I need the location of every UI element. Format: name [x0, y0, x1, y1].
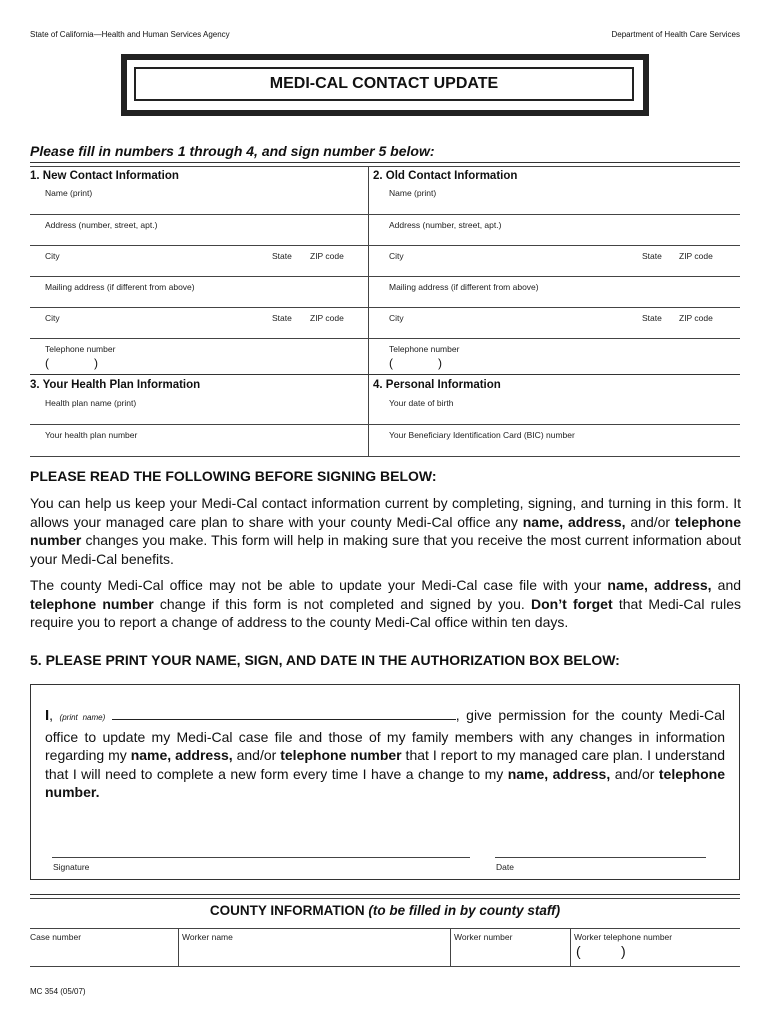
new-phone-paren-close: ) — [94, 356, 98, 370]
agency-name: State of California—Health and Human Services Agency — [30, 30, 230, 39]
old-city-field[interactable]: City — [389, 251, 404, 261]
worker-phone-paren-open: ( — [576, 943, 581, 959]
paragraph-1: You can help us keep your Medi-Cal contact information current by completing, signing, and turning in this form. It allows your managed care plan to share with your county Medi-Cal office any name, address, and/or telephone number changes you make. This form will help in making sure that you receive the most current information about your Medi-Cal benefits. — [30, 495, 742, 567]
paragraph-2: The county Medi-Cal office may not be able to update your Medi-Cal case file with your name, address, and telephone number change if this form is not completed and signed by you. Don’t forget that Medi-Cal rules require you to report a change of address to the county Medi-Cal office within ten days. — [30, 577, 742, 630]
new-zip-field[interactable]: ZIP code — [310, 251, 344, 261]
new-state-field[interactable]: State — [272, 251, 292, 261]
instruction-text: Please fill in numbers 1 through 4, and sign number 5 below: — [30, 143, 435, 159]
signature-line[interactable] — [52, 857, 470, 858]
section2-heading: 2. Old Contact Information — [373, 170, 518, 182]
old-phone-paren-open: ( — [389, 356, 393, 370]
old-mailing-field[interactable]: Mailing address (if different from above) — [389, 282, 539, 292]
department-name: Department of Health Care Services — [611, 30, 740, 39]
old-phone-field[interactable]: Telephone number — [389, 344, 460, 354]
worker-name-field[interactable]: Worker name — [182, 932, 233, 942]
new-zip2-field[interactable]: ZIP code — [310, 313, 344, 323]
read-heading: PLEASE READ THE FOLLOWING BEFORE SIGNING BELOW: — [30, 468, 437, 484]
date-label: Date — [496, 862, 514, 872]
case-number-field[interactable]: Case number — [30, 932, 82, 942]
print-name-input[interactable] — [112, 706, 456, 720]
new-phone-field[interactable]: Telephone number — [45, 344, 116, 354]
worker-phone-paren-close: ) — [621, 943, 626, 959]
old-zip-field[interactable]: ZIP code — [679, 251, 713, 261]
health-plan-number-field[interactable]: Your health plan number — [45, 430, 138, 440]
print-name-label: (print name) — [59, 713, 106, 722]
date-of-birth-field[interactable]: Your date of birth — [389, 398, 454, 408]
section4-heading: 4. Personal Information — [373, 379, 501, 391]
new-name-field[interactable]: Name (print) — [45, 188, 93, 198]
form-number: MC 354 (05/07) — [30, 987, 86, 996]
worker-number-field[interactable]: Worker number — [454, 932, 513, 942]
old-phone-paren-close: ) — [438, 356, 442, 370]
new-address-field[interactable]: Address (number, street, apt.) — [45, 220, 158, 230]
section1-heading: 1. New Contact Information — [30, 170, 179, 182]
old-address-field[interactable]: Address (number, street, apt.) — [389, 220, 502, 230]
signature-label: Signature — [53, 862, 90, 872]
county-heading: COUNTY INFORMATION (to be filled in by county staff) — [209, 903, 561, 918]
health-plan-name-field[interactable]: Health plan name (print) — [45, 398, 137, 408]
new-city2-field[interactable]: City — [45, 313, 60, 323]
form-title: MEDI-CAL CONTACT UPDATE — [134, 67, 634, 101]
date-line[interactable] — [495, 857, 706, 858]
new-city-field[interactable]: City — [45, 251, 60, 261]
section3-heading: 3. Your Health Plan Information — [30, 379, 201, 391]
bic-number-field[interactable]: Your Beneficiary Identification Card (BIC) number — [389, 430, 575, 440]
old-state2-field[interactable]: State — [642, 313, 662, 323]
old-state-field[interactable]: State — [642, 251, 662, 261]
new-mailing-field[interactable]: Mailing address (if different from above) — [45, 282, 195, 292]
section5-heading: 5. PLEASE PRINT YOUR NAME, SIGN, AND DATE IN THE AUTHORIZATION BOX BELOW: — [30, 652, 620, 668]
old-name-field[interactable]: Name (print) — [389, 188, 437, 198]
old-zip2-field[interactable]: ZIP code — [679, 313, 713, 323]
old-city2-field[interactable]: City — [389, 313, 404, 323]
new-phone-paren-open: ( — [45, 356, 49, 370]
authorization-text: I, (print name) , give permission for the county Medi-Cal office to update my Medi-Cal case file and those of my family members with any changes in information regarding my name, address, and/or telephone number that I report to my managed care plan. I understand that I will need to complete a new form every time I have a change to my name, address, and/or telephone number. — [45, 707, 726, 800]
new-state2-field[interactable]: State — [272, 313, 292, 323]
worker-phone-field[interactable]: Worker telephone number — [574, 932, 673, 942]
